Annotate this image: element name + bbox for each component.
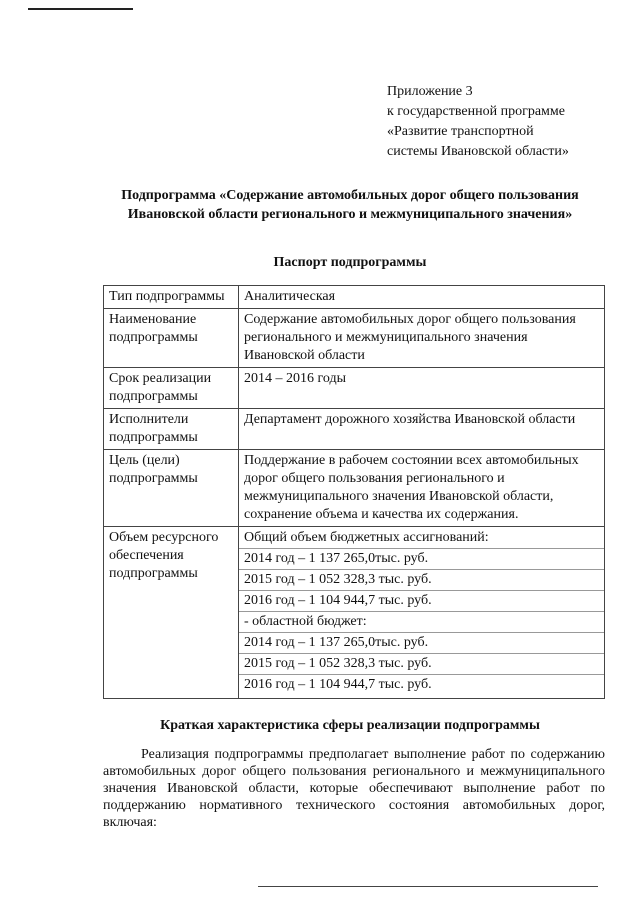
budget-line: 2016 год – 1 104 944,7 тыс. руб. — [244, 677, 432, 692]
table-row — [104, 409, 605, 450]
body-paragraph: Реализация подпрограммы предполагает выполнение работ по содержанию автомобильных дорог общего пользования регионального и межмуниципального значения Ивановской области, которые обеспечивают выполнение работ по поддержанию нормативного технического состояния автомобильных дорог, включая: — [103, 747, 605, 830]
budget-line: 2014 год – 1 137 265,0тыс. руб. — [239, 550, 604, 570]
row-value: Поддержание в рабочем состоянии всех автомобильных дорог общего пользования регионального и межмуниципального значения Ивановской области, сохранение объема и качества их содержания. — [239, 450, 605, 527]
table-row — [104, 286, 605, 309]
table-row — [104, 309, 605, 368]
budget-line: 2015 год – 1 052 328,3 тыс. руб. — [239, 571, 604, 591]
budget-line: Общий объем бюджетных ассигнований: — [239, 529, 604, 549]
row-label: Объем ресурсного обеспечения подпрограммы — [104, 527, 239, 699]
scan-top-line — [28, 8, 133, 10]
row-label: Исполнители подпрограммы — [104, 409, 239, 450]
budget-line: 2016 год – 1 104 944,7 тыс. руб. — [239, 592, 604, 612]
title-line: Ивановской области регионального и межмуниципального значения» — [127, 207, 573, 222]
row-value: 2014 – 2016 годы — [239, 368, 605, 409]
table-row — [104, 450, 605, 527]
budget-cell — [239, 527, 605, 699]
appendix-line: «Развитие транспортной — [387, 124, 534, 139]
document-title — [60, 186, 640, 224]
table-row — [104, 527, 605, 699]
row-label: Тип подпрограммы — [104, 286, 239, 309]
passport-title: Паспорт подпрограммы — [273, 255, 427, 270]
row-value: Департамент дорожного хозяйства Ивановской области — [239, 409, 605, 450]
budget-line: - областной бюджет: — [239, 613, 604, 633]
scan-bottom-line — [258, 886, 598, 887]
title-line: Подпрограмма «Содержание автомобильных дорог общего пользования — [121, 188, 579, 203]
appendix-line: системы Ивановской области» — [387, 144, 569, 159]
budget-line: 2014 год – 1 137 265,0тыс. руб. — [239, 634, 604, 654]
row-value: Содержание автомобильных дорог общего пользования регионального и межмуниципального значения Ивановской области — [239, 309, 605, 368]
row-label: Цель (цели) подпрограммы — [104, 450, 239, 527]
section-title: Краткая характеристика сферы реализации подпрограммы — [160, 718, 540, 733]
table-row — [104, 368, 605, 409]
appendix-header — [387, 82, 569, 162]
passport-table — [103, 285, 605, 699]
row-label: Наименование подпрограммы — [104, 309, 239, 368]
appendix-line: Приложение 3 — [387, 84, 473, 99]
budget-line: 2015 год – 1 052 328,3 тыс. руб. — [239, 655, 604, 675]
row-value: Аналитическая — [239, 286, 605, 309]
appendix-line: к государственной программе — [387, 104, 565, 119]
row-label: Срок реализации подпрограммы — [104, 368, 239, 409]
